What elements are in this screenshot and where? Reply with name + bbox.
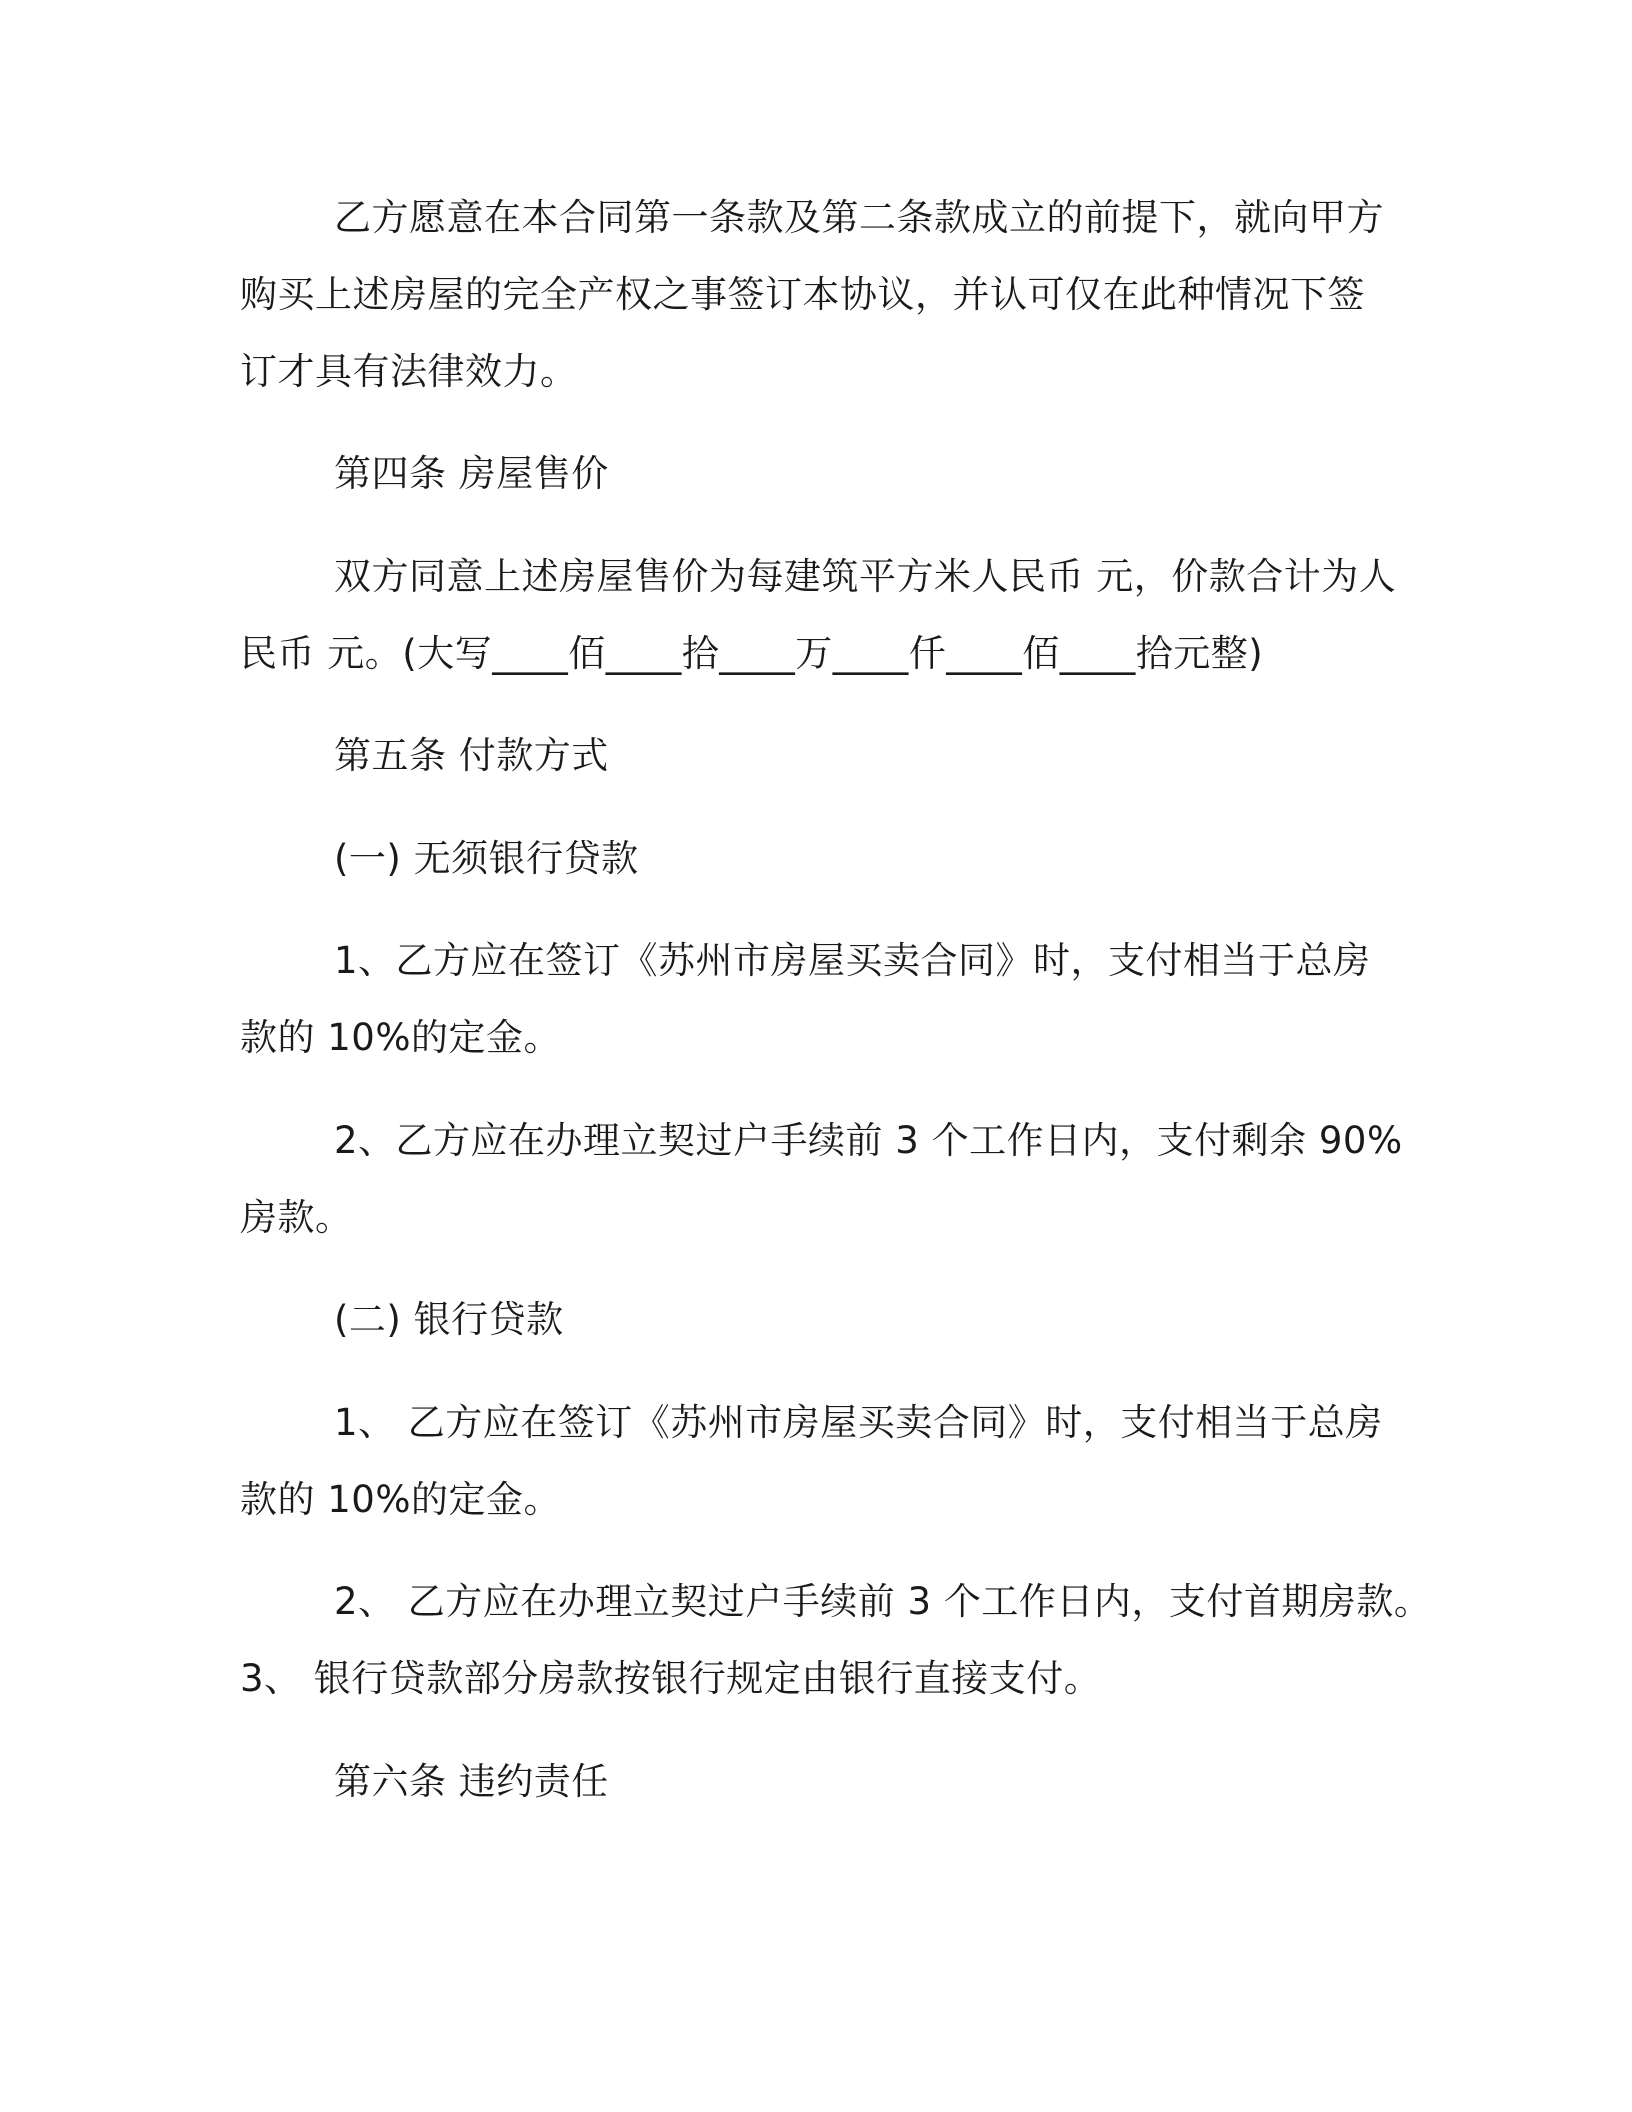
paragraph-line: 3、 银行贷款部分房款按银行规定由银行直接支付。 (240, 1657, 1102, 1700)
paragraph-line: 2、乙方应在办理立契过户手续前 3 个工作日内，支付剩余 90% (334, 1119, 1403, 1162)
paragraph-line: 民币 元。(大写____佰____拾____万____仟____佰____拾元整) (240, 632, 1264, 675)
paragraph-line: 房款。 (240, 1196, 353, 1239)
subsection-heading: (一) 无须银行贷款 (334, 837, 639, 880)
paragraph-line: 乙方愿意在本合同第一条款及第二条款成立的前提下，就向甲方 (334, 196, 1384, 239)
paragraph-line: 购买上述房屋的完全产权之事签订本协议，并认可仅在此种情况下签 (240, 273, 1365, 316)
section-heading: 第五条 付款方式 (334, 734, 609, 777)
paragraph-line: 双方同意上述房屋售价为每建筑平方米人民币 元，价款合计为人 (334, 555, 1397, 598)
section-heading: 第六条 违约责任 (334, 1760, 609, 1803)
paragraph-line: 1、乙方应在签订《苏州市房屋买卖合同》时，支付相当于总房 (334, 939, 1371, 982)
subsection-heading: (二) 银行贷款 (334, 1298, 564, 1341)
section-heading: 第四条 房屋售价 (334, 452, 609, 495)
paragraph-line: 款的 10%的定金。 (240, 1016, 561, 1059)
paragraph-line: 2、 乙方应在办理立契过户手续前 3 个工作日内，支付首期房款。 (334, 1580, 1432, 1623)
paragraph-line: 1、 乙方应在签订《苏州市房屋买卖合同》时，支付相当于总房 (334, 1401, 1383, 1444)
paragraph-line: 订才具有法律效力。 (240, 350, 578, 393)
paragraph-line: 款的 10%的定金。 (240, 1478, 561, 1521)
